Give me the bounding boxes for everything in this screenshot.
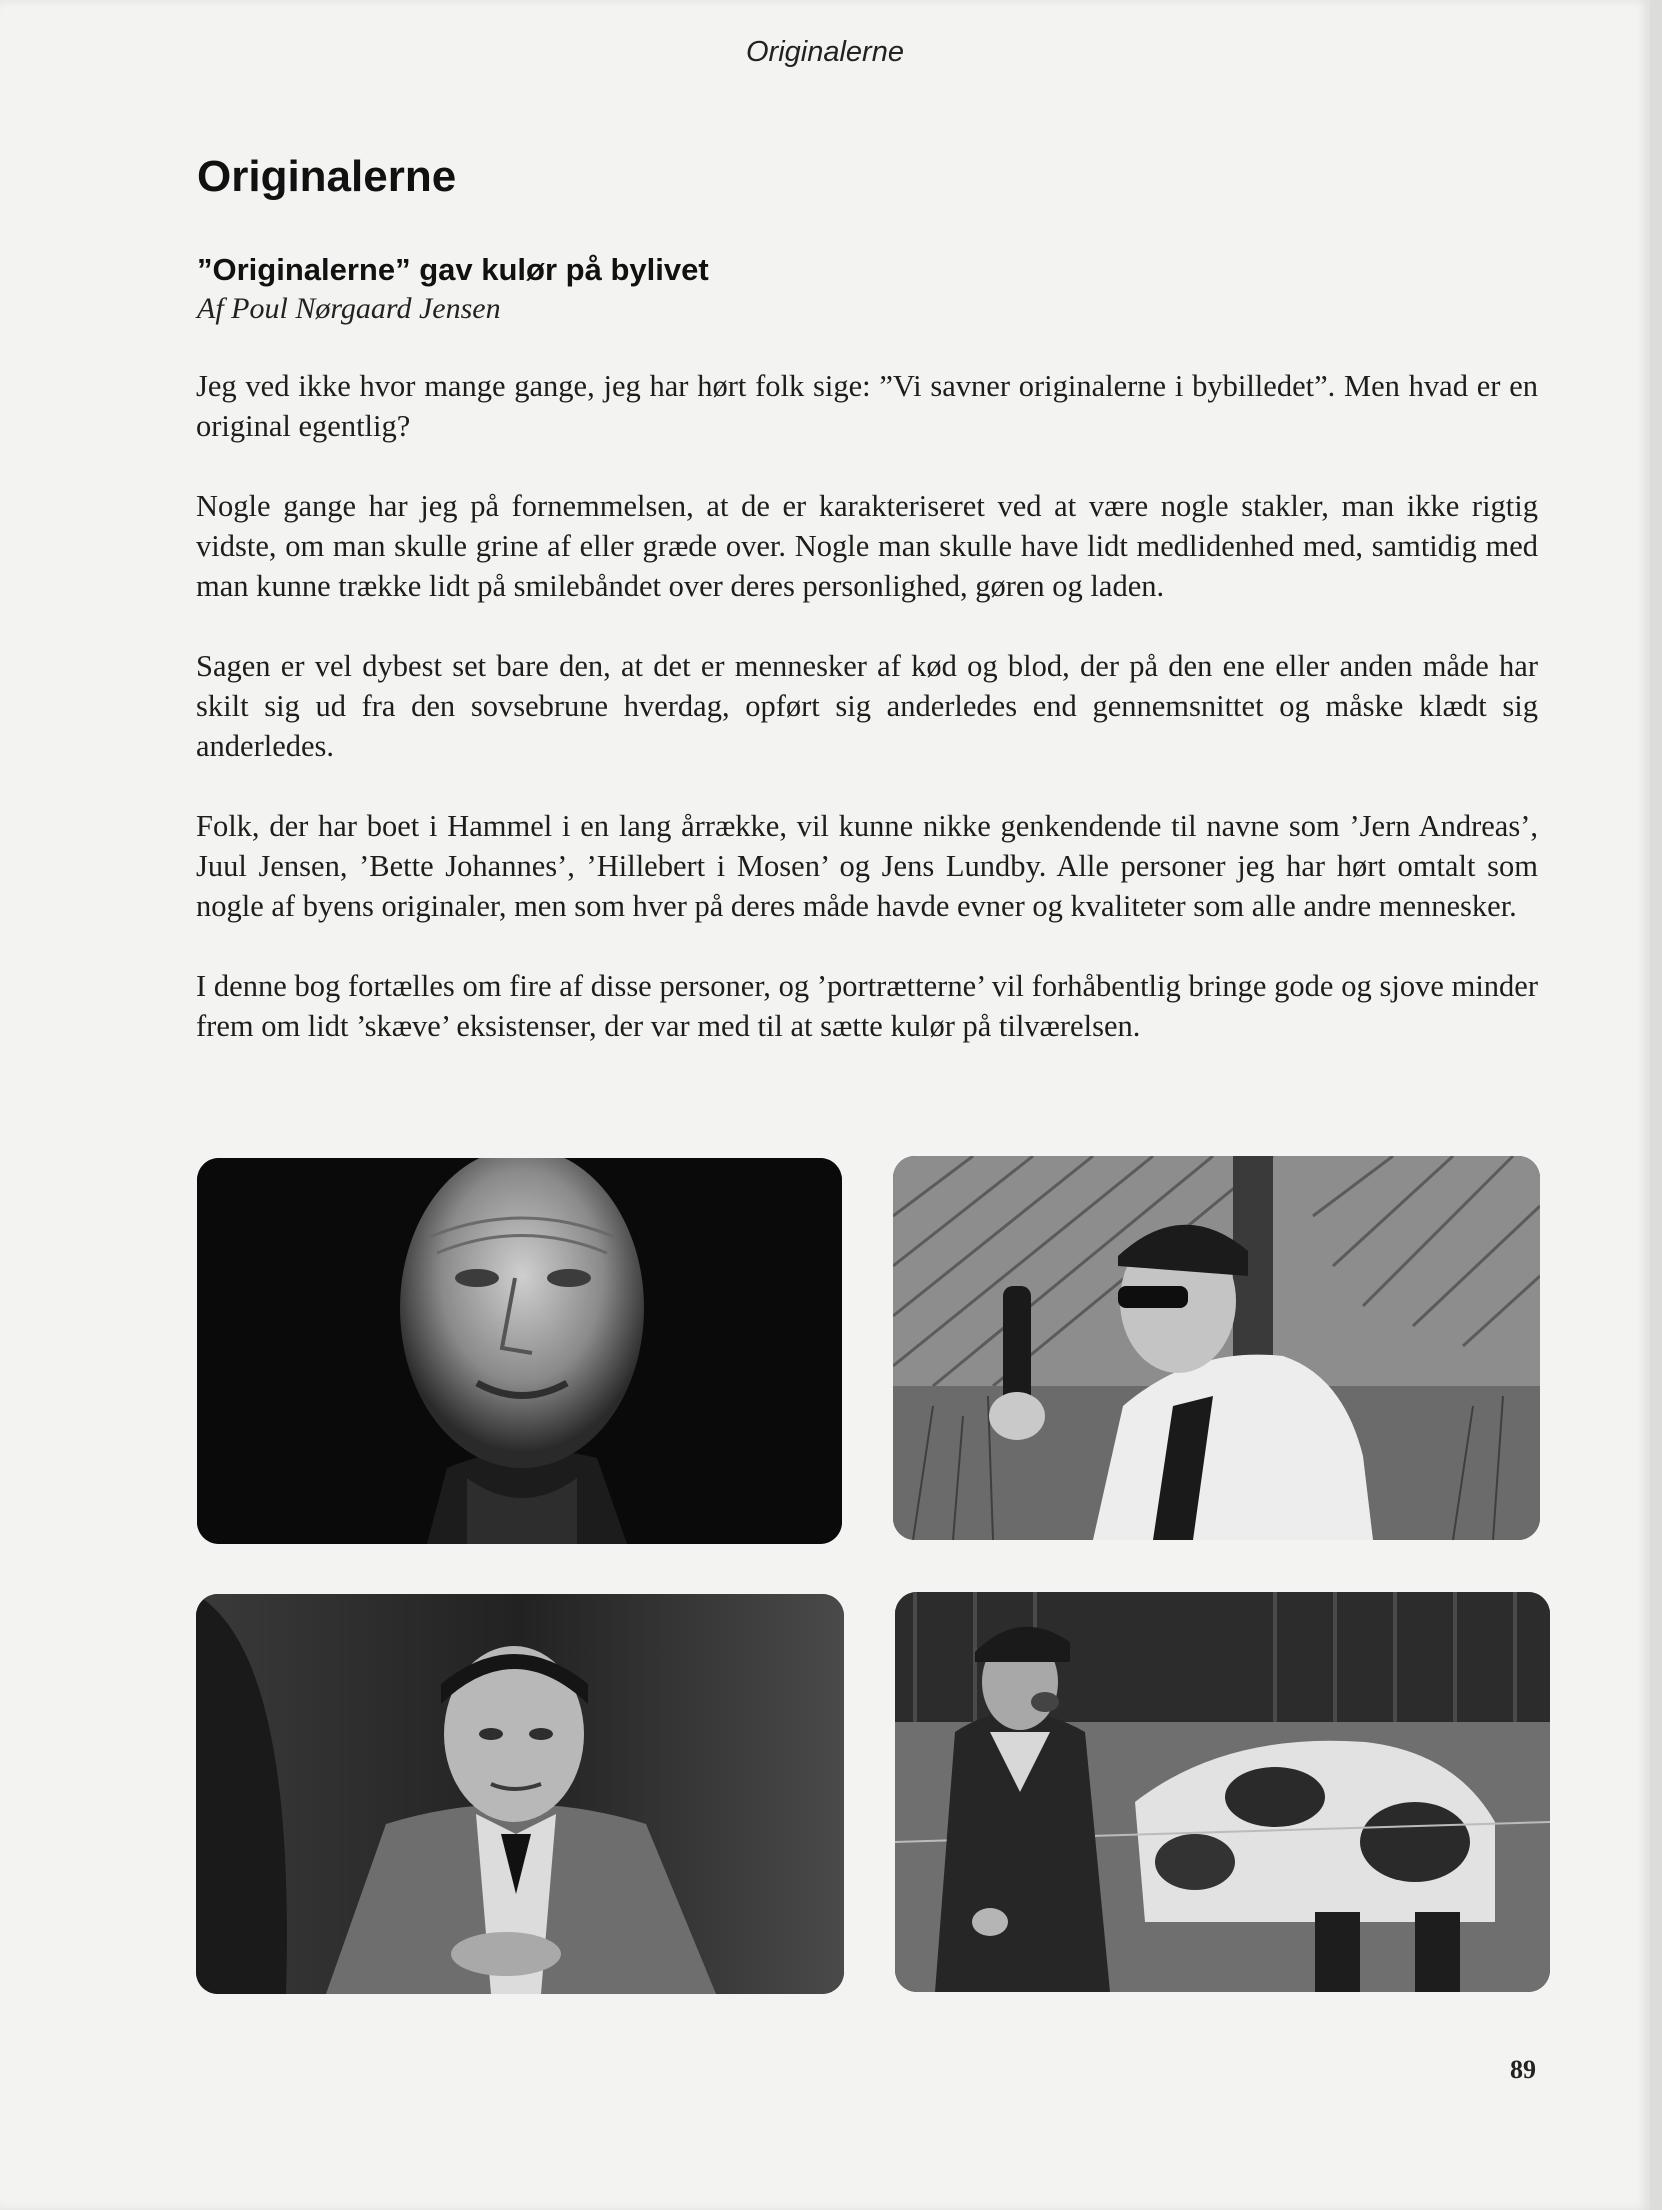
man-with-cow-image <box>895 1592 1550 1992</box>
photo-man-with-cow <box>895 1592 1550 1992</box>
page-number: 89 <box>1510 2055 1536 2084</box>
paragraph: Sagen er vel dybest set bare den, at det er mennesker af kød og blod, der på den ene eller anden måde har skilt sig ud fra den sovsebrune hverdag, opført sig anderledes end gennemsnittet og måske klædt sig anderledes. <box>196 649 1538 763</box>
portrait-image <box>197 1158 842 1544</box>
page-title: Originalerne <box>197 152 457 201</box>
photo-man-in-suit <box>196 1594 844 1994</box>
man-with-bottle-image <box>893 1156 1540 1540</box>
running-header: Originalerne <box>746 36 904 68</box>
photo-man-with-bottle <box>893 1156 1540 1540</box>
paragraph: I denne bog fortælles om fire af disse personer, og ’portrætterne’ vil forhåbentlig bringe gode og sjove minder frem om lidt ’skæve’ eksistenser, der var med til at sætte kulør på tilværelsen. <box>196 969 1538 1043</box>
article-byline: Af Poul Nørgaard Jensen <box>197 292 501 325</box>
paragraph: Folk, der har boet i Hammel i en lang årrække, vil kunne nikke genkendende til navne som ’Jern Andreas’, Juul Jensen, ’Bette Johannes’, ’Hillebert i Mosen’ og Jens Lundby. Alle personer jeg har hørt omtalt som nogle af byens originaler, men som hver på deres måde havde evner og kvaliteter som alle andre mennesker. <box>196 809 1538 923</box>
man-in-suit-image <box>196 1594 844 1994</box>
article-body <box>196 366 1538 1086</box>
article-subtitle: ”Originalerne” gav kulør på bylivet <box>197 252 709 287</box>
photo-portrait-old-man <box>197 1158 842 1544</box>
paragraph: Nogle gange har jeg på fornemmelsen, at de er karakteriseret ved at være nogle stakler, man ikke rigtig vidste, om man skulle grine af eller græde over. Nogle man skulle have lidt medlidenhed med, samtidig med man kunne trække lidt på smilebåndet over deres personlighed, gøren og laden. <box>196 489 1538 603</box>
paragraph: Jeg ved ikke hvor mange gange, jeg har hørt folk sige: ”Vi savner originalerne i bybilledet”. Men hvad er en original egentlig? <box>196 369 1538 443</box>
